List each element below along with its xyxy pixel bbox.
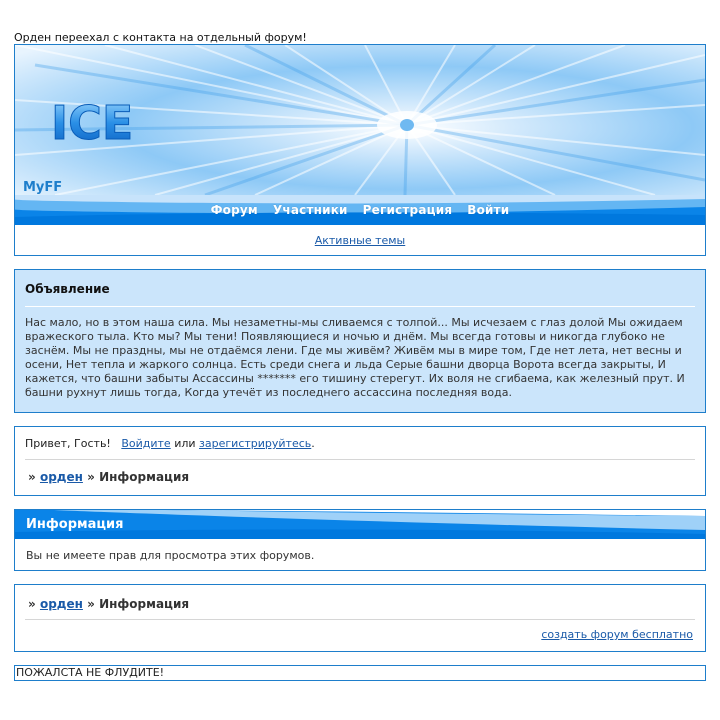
breadcrumb-root-link[interactable]: орден	[39, 470, 83, 484]
greeting-text: Привет, Гость!	[25, 437, 111, 450]
announcement-title: Объявление	[25, 282, 110, 296]
divider	[25, 306, 695, 307]
nav-members[interactable]: Участники	[272, 203, 348, 217]
greeting-or: или	[174, 437, 196, 450]
info-message: Вы не имеете прав для просмотра этих форумов.	[26, 549, 315, 562]
create-forum-link[interactable]: создать форум бесплатно	[541, 628, 693, 641]
breadcrumb	[25, 470, 695, 484]
forum-header	[14, 44, 706, 256]
breadcrumb-separator: »	[28, 597, 36, 611]
breadcrumb	[25, 597, 695, 611]
breadcrumb-current: Информация	[99, 470, 190, 484]
greeting-box	[14, 426, 706, 496]
breadcrumb-current: Информация	[99, 597, 190, 611]
myff-logo-text: MyFF	[23, 180, 63, 195]
login-link[interactable]: Войдите	[121, 437, 171, 450]
breadcrumb-separator: »	[28, 470, 36, 484]
ice-logo-text: ICE	[51, 96, 134, 150]
nav-login[interactable]: Войти	[467, 203, 510, 217]
breadcrumb-separator: »	[87, 470, 95, 484]
active-topics-link[interactable]: Активные темы	[314, 233, 406, 247]
footer-notice: ПОЖАЛСТА НЕ ФЛУДИТЕ!	[14, 665, 706, 681]
announcement-text: Нас мало, но в этом наша сила. Мы незаметны-мы сливаемся с толпой... Мы исчезаем с глаз долой Мы ожидаем вражеского тыла. Кто мы? Мы тени! Появляющиеся и ночью и днём. Мы всегда готовы и никогда глубоко не заснём. Мы не праздны, мы не отдаёмся лени. Где мы живём? Живём мы в мире том, Где нет лета, нет весны и осени, Нет тепла и жаркого солнца. Есть среди снега и льда Серые башни дворца Ворота всегда закрыты, И кажется, что башни забыты Ассассины ******* его тишину стерегут. Их воля не сгибаема, как железный прут. И башни рухнут лишь тогда, Когда утечёт из последнего ассассина последняя вода.	[25, 316, 685, 399]
greeting-suffix: .	[311, 437, 315, 450]
create-forum-row	[25, 628, 695, 641]
divider	[25, 619, 695, 620]
info-title: Информация	[26, 517, 124, 532]
ice-banner	[15, 45, 705, 195]
breadcrumb-separator: »	[87, 597, 95, 611]
nav-forum[interactable]: Форум	[210, 203, 258, 217]
bottom-breadcrumb-box	[14, 584, 706, 652]
greeting-line	[25, 437, 695, 450]
divider	[25, 459, 695, 460]
top-notice: Орден переехал с контакта на отдельный форум!	[14, 31, 307, 44]
active-topics-row	[15, 225, 705, 255]
ice-burst-image	[15, 45, 705, 195]
breadcrumb-root-link[interactable]: орден	[39, 597, 83, 611]
announcement-box	[14, 269, 706, 413]
nav-bar	[15, 195, 705, 225]
info-header	[15, 510, 705, 539]
nav-register[interactable]: Регистрация	[362, 203, 453, 217]
register-link[interactable]: зарегистрируйтесь	[199, 437, 312, 450]
info-panel	[14, 509, 706, 571]
